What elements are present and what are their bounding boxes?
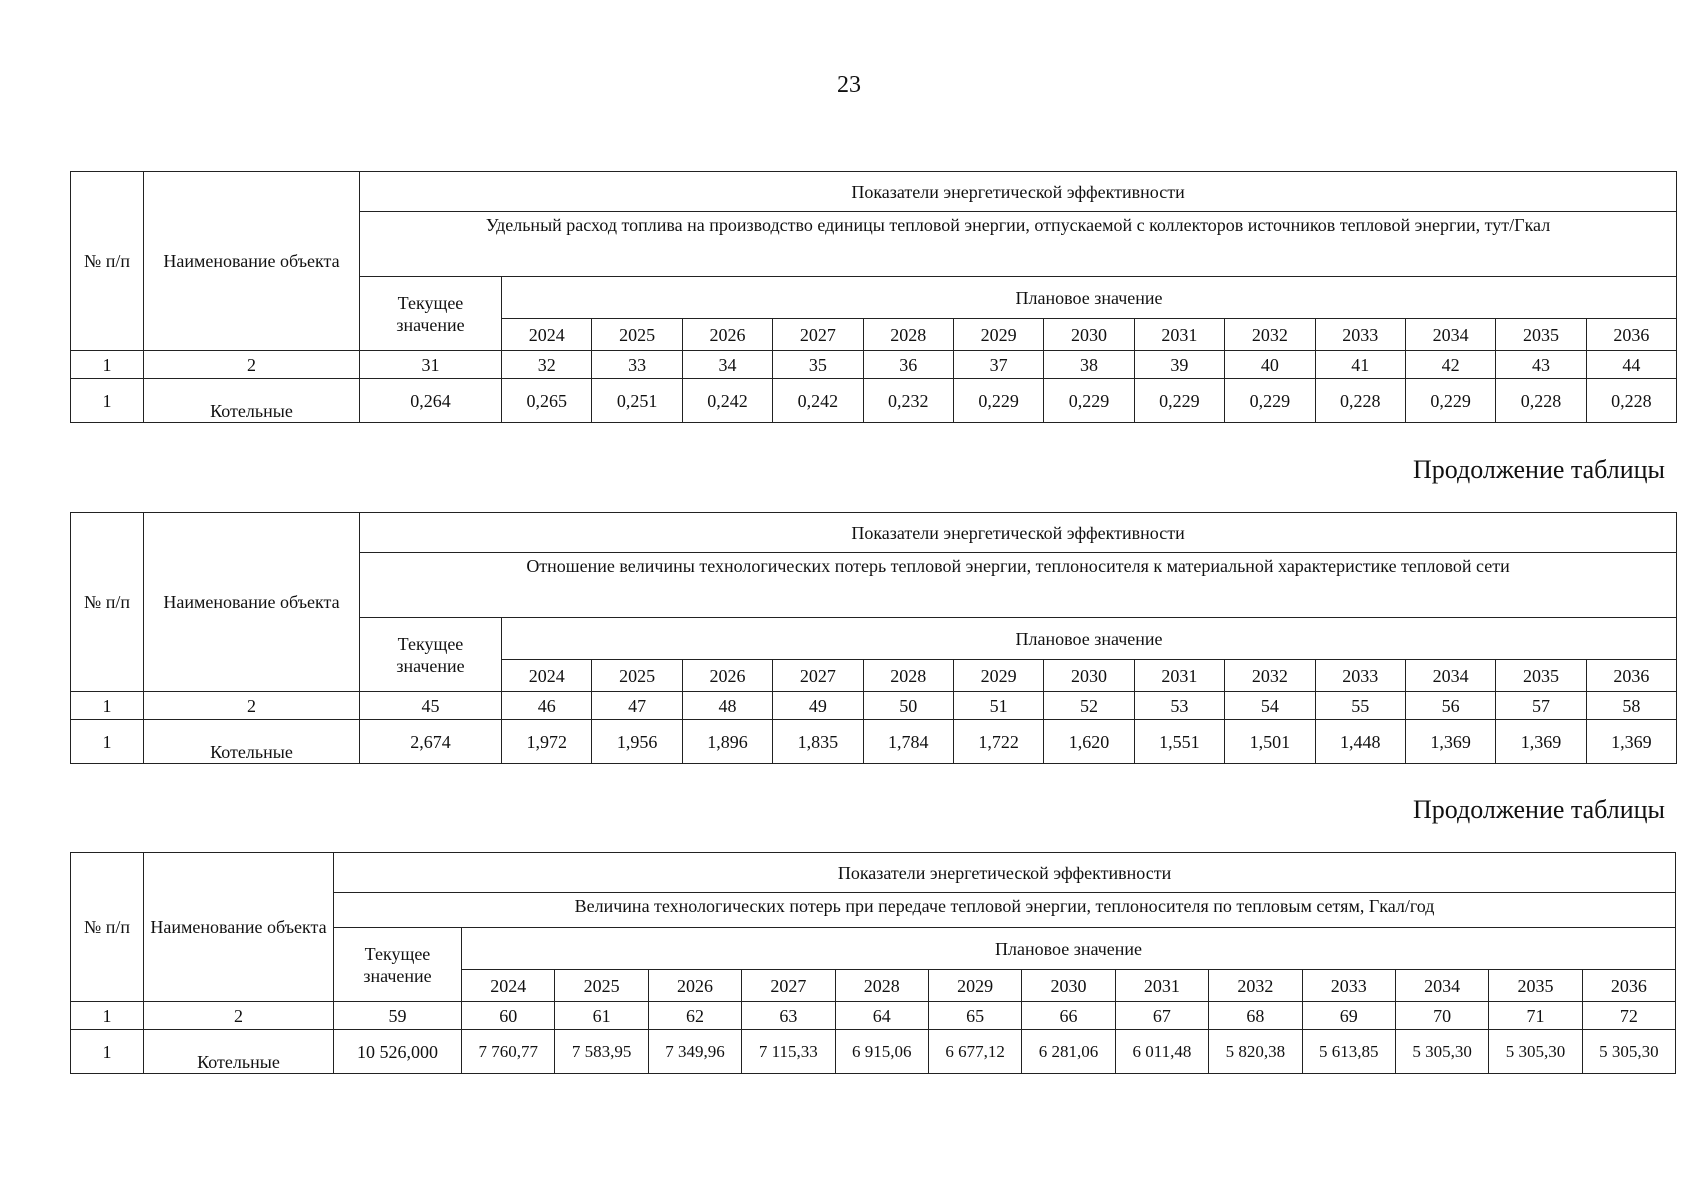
column-index-cell: 60 [462,1002,555,1030]
column-index-cell: 69 [1302,1002,1395,1030]
planned-value-cell: 0,232 [863,379,953,423]
planned-value-cell: 0,228 [1315,379,1405,423]
efficiency-table-fuel-consumption [70,171,1677,423]
column-index-cell: 56 [1405,692,1495,720]
planned-value-cell: 0,228 [1496,379,1586,423]
planned-value-cell: 7 349,96 [648,1030,741,1074]
column-index-cell: 50 [863,692,953,720]
column-index-cell: 72 [1582,1002,1675,1030]
column-index-cell: 32 [502,351,592,379]
planned-value-cell: 6 915,06 [835,1030,928,1074]
row-number-cell: 1 [71,720,144,764]
header-year: 2034 [1395,970,1488,1002]
table-row [71,720,1677,764]
header-object-name: Наименование объекта [144,853,334,1002]
column-index-cell: 65 [928,1002,1021,1030]
column-index-cell: 64 [835,1002,928,1030]
header-year: 2025 [592,660,682,692]
column-index-cell: 55 [1315,692,1405,720]
row-number-cell: 1 [71,1030,144,1074]
header-year: 2026 [682,319,772,351]
row-number-cell: 1 [71,379,144,423]
column-index-cell: 51 [953,692,1043,720]
column-index-cell: 39 [1134,351,1224,379]
column-index-cell: 47 [592,692,682,720]
column-index-cell: 2 [144,692,360,720]
column-index-cell: 2 [144,351,360,379]
column-index-cell: 35 [773,351,863,379]
planned-value-cell: 1,369 [1496,720,1586,764]
header-year: 2036 [1586,660,1676,692]
header-year: 2034 [1405,319,1495,351]
header-year: 2032 [1209,970,1302,1002]
header-year: 2035 [1496,319,1586,351]
planned-value-cell: 6 677,12 [928,1030,1021,1074]
header-year: 2024 [502,319,592,351]
planned-value-cell: 5 820,38 [1209,1030,1302,1074]
column-index-cell: 31 [360,351,502,379]
header-year: 2031 [1115,970,1208,1002]
column-index-cell: 1 [71,692,144,720]
planned-value-cell: 0,228 [1586,379,1676,423]
header-planned-value: Плановое значение [502,618,1677,660]
column-index-cell: 63 [742,1002,835,1030]
header-year: 2030 [1044,319,1134,351]
column-index-cell: 34 [682,351,772,379]
planned-value-cell: 0,229 [1405,379,1495,423]
planned-value-cell: 1,972 [502,720,592,764]
header-indicator-description: Величина технологических потерь при передаче тепловой энергии, теплоносителя по тепловым сетям, Гкал/год [334,893,1676,928]
column-index-cell: 38 [1044,351,1134,379]
column-index-cell: 33 [592,351,682,379]
column-index-cell: 66 [1022,1002,1115,1030]
column-index-cell: 70 [1395,1002,1488,1030]
column-index-cell: 61 [555,1002,648,1030]
planned-value-cell: 6 281,06 [1022,1030,1115,1074]
column-index-cell: 36 [863,351,953,379]
column-index-cell: 68 [1209,1002,1302,1030]
planned-value-cell: 1,369 [1586,720,1676,764]
column-index-cell: 44 [1586,351,1676,379]
planned-value-cell: 7 115,33 [742,1030,835,1074]
header-year: 2029 [953,319,1043,351]
column-index-cell: 58 [1586,692,1676,720]
column-index-cell: 48 [682,692,772,720]
header-row-number: № п/п [71,172,144,351]
planned-value-cell: 0,242 [682,379,772,423]
planned-value-cell: 5 305,30 [1582,1030,1675,1074]
column-index-cell: 42 [1405,351,1495,379]
efficiency-table-loss-ratio [70,512,1677,764]
header-year: 2027 [773,660,863,692]
continuation-label: Продолжение таблицы [1413,795,1665,824]
header-year: 2026 [648,970,741,1002]
planned-value-cell: 7 583,95 [555,1030,648,1074]
planned-value-cell: 0,265 [502,379,592,423]
header-year: 2033 [1302,970,1395,1002]
header-row-number: № п/п [71,513,144,692]
column-index-cell: 49 [773,692,863,720]
current-value-cell: 0,264 [360,379,502,423]
column-index-cell: 67 [1115,1002,1208,1030]
planned-value-cell: 0,251 [592,379,682,423]
column-index-cell: 46 [502,692,592,720]
header-indicator-description: Отношение величины технологических потерь тепловой энергии, теплоносителя к материальной характеристике тепловой сети [360,553,1677,618]
header-year: 2030 [1022,970,1115,1002]
planned-value-cell: 1,620 [1044,720,1134,764]
header-year: 2036 [1582,970,1675,1002]
planned-value-cell: 1,369 [1405,720,1495,764]
continuation-label: Продолжение таблицы [1413,455,1665,484]
planned-value-cell: 0,229 [1044,379,1134,423]
header-year: 2032 [1225,319,1315,351]
header-current-value: Текущее значение [334,928,462,1002]
column-index-cell: 37 [953,351,1043,379]
planned-value-cell: 1,722 [953,720,1043,764]
column-index-cell: 71 [1489,1002,1582,1030]
table-row [71,379,1677,423]
header-current-value: Текущее значение [360,618,502,692]
header-year: 2035 [1489,970,1582,1002]
header-year: 2027 [742,970,835,1002]
header-year: 2025 [592,319,682,351]
current-value-cell: 2,674 [360,720,502,764]
column-index-cell: 53 [1134,692,1224,720]
page-number: 23 [837,72,861,98]
header-year: 2036 [1586,319,1676,351]
column-index-cell: 2 [144,1002,334,1030]
column-index-cell: 41 [1315,351,1405,379]
planned-value-cell: 6 011,48 [1115,1030,1208,1074]
header-planned-value: Плановое значение [462,928,1676,970]
header-year: 2025 [555,970,648,1002]
column-index-cell: 57 [1496,692,1586,720]
table-row [71,1030,1676,1074]
header-year: 2026 [682,660,772,692]
header-year: 2028 [863,319,953,351]
column-index-cell: 62 [648,1002,741,1030]
header-year: 2029 [928,970,1021,1002]
planned-value-cell: 1,551 [1134,720,1224,764]
header-indicator-group: Показатели энергетической эффективности [334,853,1676,893]
planned-value-cell: 1,896 [682,720,772,764]
column-index-cell: 59 [334,1002,462,1030]
header-object-name: Наименование объекта [144,513,360,692]
planned-value-cell: 5 613,85 [1302,1030,1395,1074]
column-index-cell: 43 [1496,351,1586,379]
column-index-cell: 45 [360,692,502,720]
planned-value-cell: 5 305,30 [1489,1030,1582,1074]
planned-value-cell: 1,501 [1225,720,1315,764]
header-row-number: № п/п [71,853,144,1002]
header-year: 2029 [953,660,1043,692]
header-indicator-group: Показатели энергетической эффективности [360,172,1677,212]
header-year: 2035 [1496,660,1586,692]
header-year: 2034 [1405,660,1495,692]
planned-value-cell: 0,229 [1225,379,1315,423]
column-index-cell: 1 [71,1002,144,1030]
column-index-cell: 1 [71,351,144,379]
header-planned-value: Плановое значение [502,277,1677,319]
planned-value-cell: 7 760,77 [462,1030,555,1074]
planned-value-cell: 5 305,30 [1395,1030,1488,1074]
object-name-cell: Котельные [144,1030,334,1074]
object-name-cell: Котельные [144,379,360,423]
header-year: 2028 [863,660,953,692]
planned-value-cell: 0,242 [773,379,863,423]
header-year: 2024 [462,970,555,1002]
column-index-cell: 52 [1044,692,1134,720]
header-current-value: Текущее значение [360,277,502,351]
planned-value-cell: 1,835 [773,720,863,764]
planned-value-cell: 1,448 [1315,720,1405,764]
header-year: 2031 [1134,319,1224,351]
header-indicator-description: Удельный расход топлива на производство единицы тепловой энергии, отпускаемой с коллекторов источников тепловой энергии, тут/Гкал [360,212,1677,277]
header-year: 2027 [773,319,863,351]
header-object-name: Наименование объекта [144,172,360,351]
planned-value-cell: 0,229 [1134,379,1224,423]
efficiency-table-technological-losses [70,852,1676,1074]
header-year: 2033 [1315,660,1405,692]
planned-value-cell: 0,229 [953,379,1043,423]
header-year: 2032 [1225,660,1315,692]
header-year: 2024 [502,660,592,692]
header-indicator-group: Показатели энергетической эффективности [360,513,1677,553]
current-value-cell: 10 526,000 [334,1030,462,1074]
column-index-cell: 40 [1225,351,1315,379]
planned-value-cell: 1,956 [592,720,682,764]
object-name-cell: Котельные [144,720,360,764]
planned-value-cell: 1,784 [863,720,953,764]
header-year: 2030 [1044,660,1134,692]
column-index-cell: 54 [1225,692,1315,720]
header-year: 2031 [1134,660,1224,692]
header-year: 2028 [835,970,928,1002]
header-year: 2033 [1315,319,1405,351]
